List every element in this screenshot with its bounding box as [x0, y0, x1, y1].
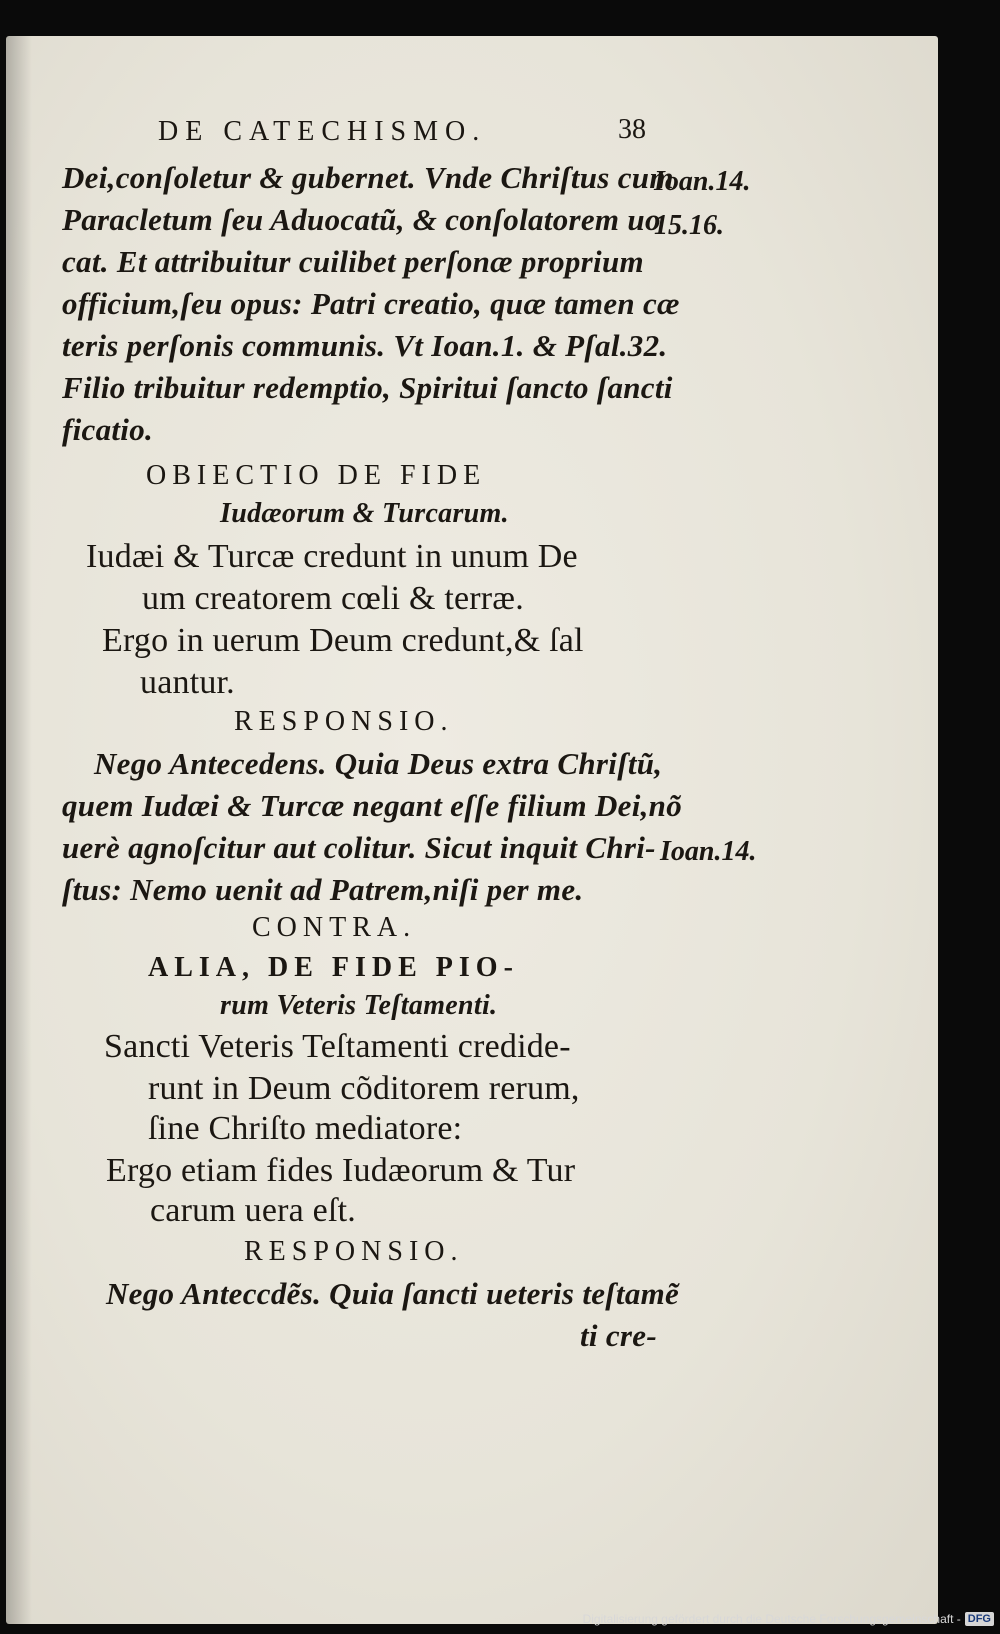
section-subheading: Iudæorum & Turcarum.	[220, 498, 509, 529]
objection-line-3: Ergo in uerum Deum credunt,& ſal	[102, 622, 584, 659]
responsio-heading-1: RESPONSIO.	[234, 706, 454, 737]
dfg-logo-icon: DFG	[965, 1612, 994, 1626]
contra-heading: CONTRA.	[252, 912, 417, 943]
response-line-4: ſtus: Nemo uenit ad Patrem,niſi per me.	[62, 872, 584, 907]
responsio-heading-2: RESPONSIO.	[244, 1236, 464, 1267]
response-line-2: quem Iudæi & Turcæ negant eſſe filium Dei,nõ	[62, 788, 683, 823]
section-heading-objectio: OBIECTIO DE FIDE	[146, 460, 487, 491]
gutter-shadow	[6, 36, 32, 1624]
text-line-3: cat. Et attribuitur cuilibet perſonæ proprium	[62, 244, 644, 279]
text-line-1: Dei,conſoletur & gubernet. Vnde Chriſtus cum	[62, 160, 674, 195]
footer-credit: Digitalisierung gefördert durch die Deutsche Forschungsgemeinschaft -	[582, 1612, 961, 1626]
response2-line-1: Nego Anteccdẽs. Quia ſancti ueteris teſtamẽ	[106, 1276, 680, 1311]
margin-note-1: Ioan.14.	[654, 166, 751, 197]
contra-line-5: carum uera eſt.	[150, 1192, 356, 1229]
contra-line-4: Ergo etiam fides Iudæorum & Tur	[106, 1152, 576, 1189]
contra-line-1: Sancti Veteris Teſtamenti credide-	[104, 1028, 571, 1065]
text-line-7: ficatio.	[62, 412, 154, 447]
margin-note-3: Ioan.14.	[660, 836, 757, 867]
contra-line-3: ſine Chriſto mediatore:	[148, 1110, 463, 1147]
text-line-2: Paracletum ſeu Aduocatũ, & conſolatorem uo	[62, 202, 661, 237]
alia-subheading: rum Veteris Teſtamenti.	[220, 990, 498, 1021]
response-line-1: Nego Antecedens. Quia Deus extra Chriſtũ,	[94, 746, 663, 781]
objection-line-1: Iudæi & Turcæ credunt in unum De	[86, 538, 578, 575]
text-line-4: officium,ſeu opus: Patri creatio, quæ tamen cæ	[62, 286, 680, 321]
objection-line-2: um creatorem cœli & terræ.	[142, 580, 524, 617]
text-line-6: Filio tribuitur redemptio, Spiritui ſancto ſancti	[62, 370, 673, 405]
page-folio: 38	[618, 114, 646, 145]
text-line-5: teris perſonis communis. Vt Ioan.1. & Pſal.32.	[62, 328, 668, 363]
contra-line-2: runt in Deum cõditorem rerum,	[148, 1070, 580, 1107]
book-page	[6, 36, 938, 1624]
digitization-footer	[583, 1606, 994, 1632]
margin-note-2: 15.16.	[654, 210, 724, 241]
alia-heading: ALIA, DE FIDE PIO-	[148, 952, 519, 983]
running-header-title: DE CATECHISMO.	[158, 116, 487, 147]
catchword: ti cre-	[580, 1318, 657, 1353]
objection-line-4: uantur.	[140, 664, 235, 701]
response-line-3: uerè agnoſcitur aut colitur. Sicut inquit Chri-	[62, 830, 656, 865]
